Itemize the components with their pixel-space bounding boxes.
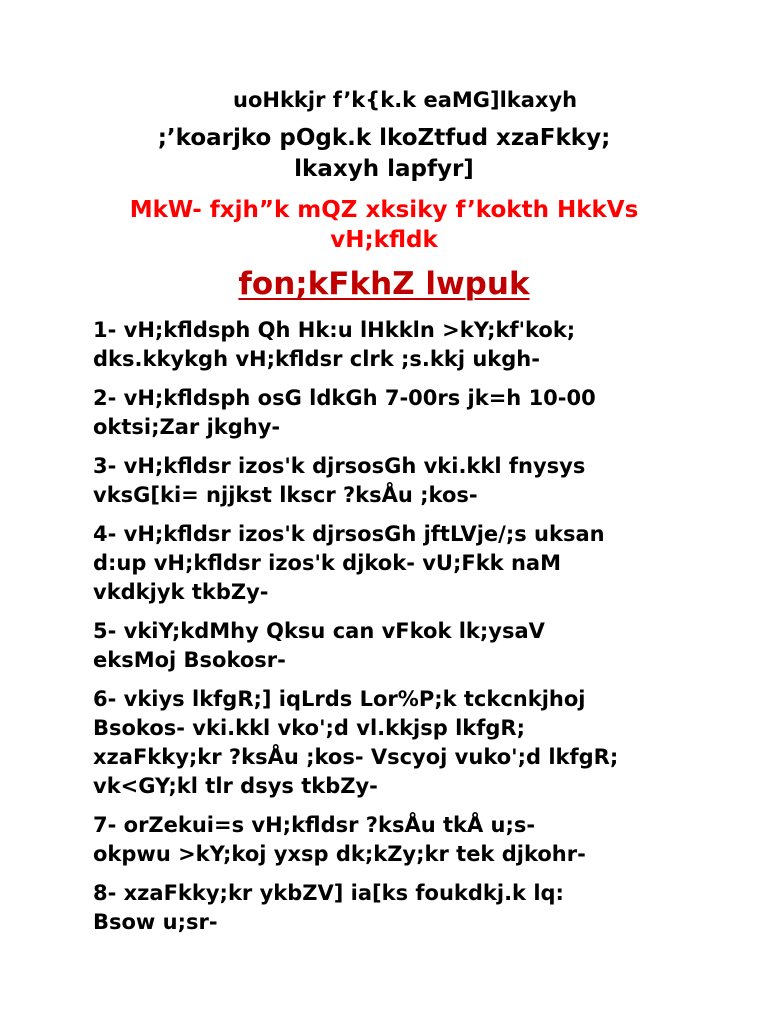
item-line: 7- orZekui=s vH;kfldsr ?ksÅu tkÅ u;s- bbox=[93, 813, 536, 837]
item-line: Bsow u;sr- bbox=[93, 910, 218, 934]
item-line: 2- vH;kfldsph osG ldkGh 7-00rs jk=h 10-00 bbox=[93, 386, 596, 410]
item-line: dks.kkykgh vH;kfldsr clrk ;s.kkj ukgh- bbox=[93, 347, 540, 371]
item-line: 4- vH;kfldsr izos'k djrsosGh jftLVje/;s uksan bbox=[93, 522, 605, 546]
red-header-line-2: vH;kfldk bbox=[330, 227, 438, 253]
header-line-2: ;’koarjko pOgk.k lkoZtfud xzaFkky; bbox=[157, 125, 611, 151]
item-line: okpwu >kY;koj yxsp dk;kZy;kr tek djkohr- bbox=[93, 842, 586, 866]
item-line: Bsokos- vki.kkl vko';d vl.kkjsp lkfgR; bbox=[93, 716, 525, 740]
item-line: 8- xzaFkky;kr ykbZV] ia[ks foukdkj.k lq: bbox=[93, 881, 564, 905]
header-line-1: uoHkkjr f’k{k.k eaMG]lkaxyh bbox=[233, 88, 578, 112]
item-line: 3- vH;kfldsr izos'k djrsosGh vki.kkl fnysys bbox=[93, 454, 586, 478]
item-line: oktsi;Zar jkghy- bbox=[93, 415, 281, 439]
item-line: vk<GY;kl tlr dsys tkbZy- bbox=[93, 774, 378, 798]
item-line: vkdkjyk tkbZy- bbox=[93, 580, 269, 604]
item-line: 5- vkiY;kdMhy Qksu can vFkok lk;ysaV bbox=[93, 619, 545, 643]
item-line: 6- vkiys lkfgR;] iqLrds Lor%P;k tckcnkjhoj bbox=[93, 687, 586, 711]
header-line-3: lkaxyh lapfyr] bbox=[294, 156, 474, 182]
red-header-line-1: MkW- fxjh”k mQZ xksiky f’kokth HkkVs bbox=[129, 197, 639, 223]
item-line: vksG[ki= njjkst lkscr ?ksÅu ;kos- bbox=[93, 483, 478, 507]
item-line: xzaFkky;kr ?ksÅu ;kos- Vscyoj vuko';d lkfgR; bbox=[93, 745, 619, 769]
item-line: 1- vH;kfldsph Qh Hk:u lHkkln >kY;kf'kok; bbox=[93, 318, 576, 342]
item-line: eksMoj Bsokosr- bbox=[93, 648, 286, 672]
item-line: d:up vH;kfldsr izos'k djkok- vU;Fkk naM bbox=[93, 551, 561, 575]
document-title: fon;kFkhZ lwpuk bbox=[238, 266, 530, 302]
